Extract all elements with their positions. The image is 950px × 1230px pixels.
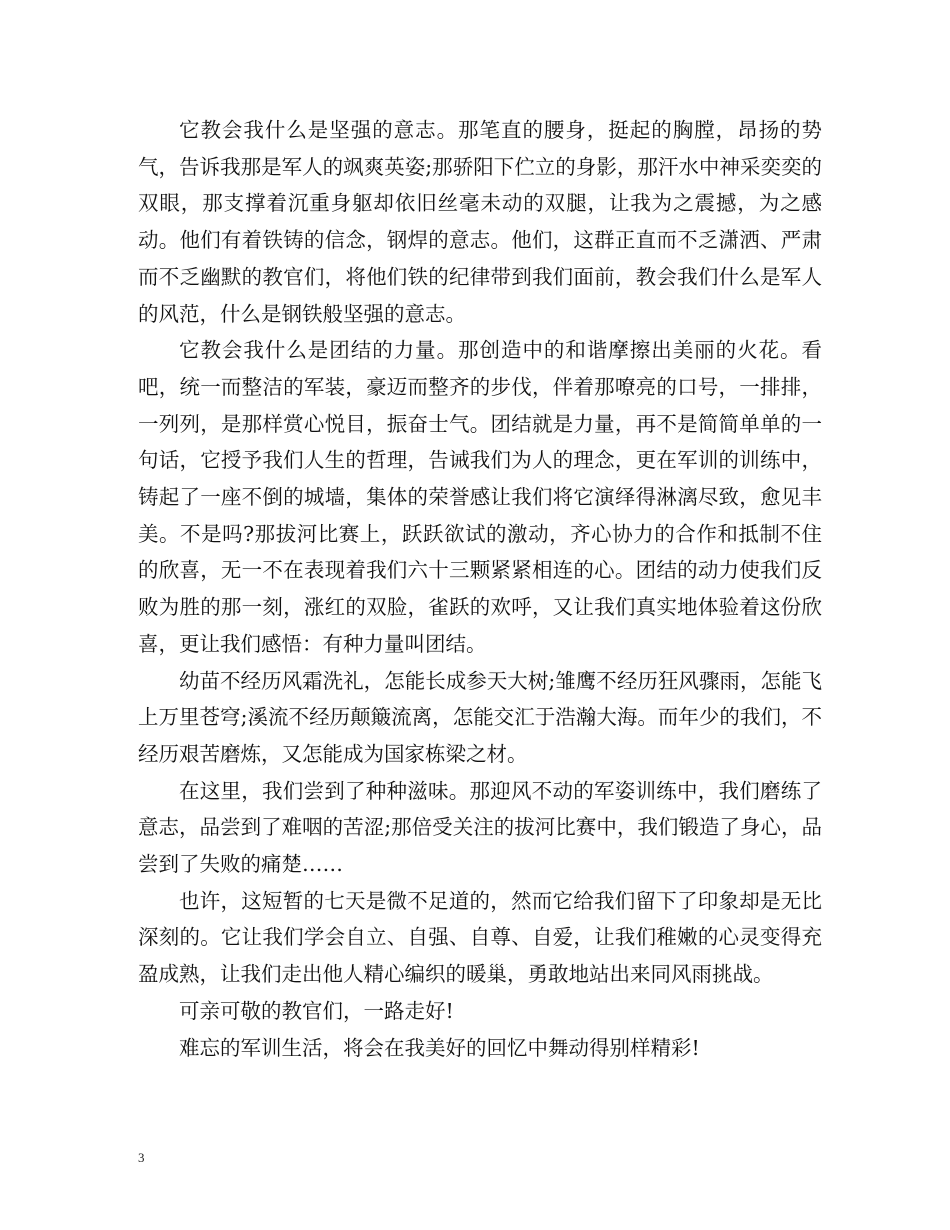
paragraph: 在这里，我们尝到了种种滋味。那迎风不动的军姿训练中，我们磨练了意志，品尝到了难咽的苦涩;那倍受关注的拔河比赛中，我们锻造了身心，品尝到了失败的痛楚…… — [138, 778, 822, 877]
paragraph: 它教会我什么是团结的力量。那创造中的和谐摩擦出美丽的火花。看吧，统一而整洁的军装，豪迈而整齐的步伐，伴着那嘹亮的口号，一排排，一列列，是那样赏心悦目，振奋士气。团结就是力量，再不是简简单单的一句话，它授予我们人生的哲理，告诫我们为人的理念，更在军训的训练中，铸起了一座不倒的城墙，集体的荣誉感让我们将它演绎得淋漓尽致，愈见丰美。不是吗?那拔河比赛上，跃跃欲试的激动，齐心协力的合作和抵制不住的欣喜，无一不在表现着我们六十三颗紧紧相连的心。团结的动力使我们反败为胜的那一刻，涨红的双脸，雀跃的欢呼，又让我们真实地体验着这份欣喜，更让我们感悟：有种力量叫团结。 — [138, 338, 822, 656]
paragraph: 幼苗不经历风霜洗礼，怎能长成参天大树;雏鹰不经历狂风骤雨，怎能飞上万里苍穹;溪流不经历颠簸流离，怎能交汇于浩瀚大海。而年少的我们，不经历艰苦磨炼，又怎能成为国家栋梁之材。 — [138, 668, 822, 766]
paragraph: 难忘的军训生活，将会在我美好的回忆中舞动得别样精彩! — [179, 1035, 700, 1060]
paragraph: 可亲可敬的教官们，一路走好! — [179, 998, 454, 1023]
body-text — [138, 112, 822, 1066]
paragraph: 它教会我什么是坚强的意志。那笔直的腰身，挺起的胸膛，昂扬的势气，告诉我那是军人的飒爽英姿;那骄阳下伫立的身影，那汗水中神采奕奕的双眼，那支撑着沉重身躯却依旧丝毫未动的双腿，让我为之震撼，为之感动。他们有着铁铸的信念，钢焊的意志。他们，这群正直而不乏潇洒、严肃而不乏幽默的教官们，将他们铁的纪律带到我们面前，教会我们什么是军人的风范，什么是钢铁般坚强的意志。 — [138, 118, 822, 326]
paragraph: 也许，这短暂的七天是微不足道的，然而它给我们留下了印象却是无比深刻的。它让我们学会自立、自强、自尊、自爱，让我们稚嫩的心灵变得充盈成熟，让我们走出他人精心编织的暖巢，勇敢地站出来同风雨挑战。 — [138, 888, 822, 987]
page-number: 3 — [138, 1150, 145, 1165]
